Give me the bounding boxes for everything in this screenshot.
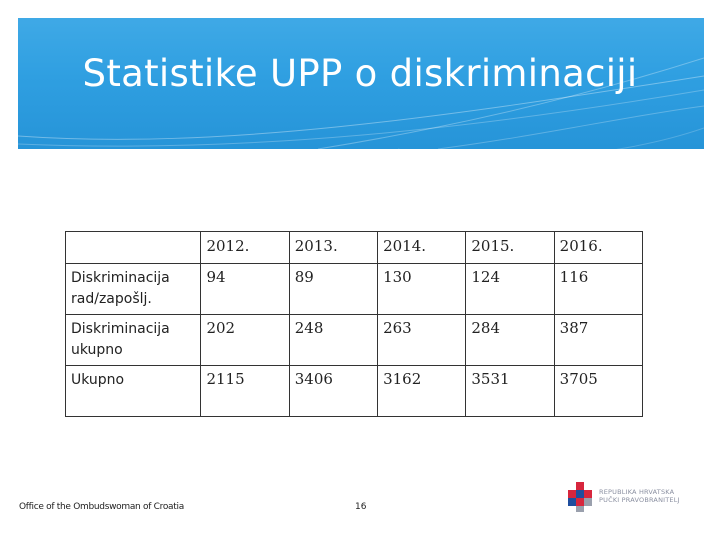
table-cell: 3406 [289,366,377,417]
table-row [66,366,643,417]
row-label: Diskriminacija ukupno [66,315,201,366]
table-cell: 116 [554,264,642,315]
header-cell-year: 2016. [554,232,642,264]
slide-title: Statistike UPP o diskriminaciji [82,52,638,95]
logo-line-1: REPUBLIKA HRVATSKA [599,488,675,496]
table-cell: 94 [201,264,289,315]
croatian-checkerboard-logo-icon [566,482,596,512]
table-cell: 263 [378,315,466,366]
table-cell: 3162 [378,366,466,417]
header-cell-year: 2013. [289,232,377,264]
table-row [66,315,643,366]
table-cell: 202 [201,315,289,366]
statistics-table [65,231,643,417]
table-header-row [66,232,643,264]
row-label: Ukupno [66,366,201,417]
table-cell: 387 [554,315,642,366]
table-cell: 130 [378,264,466,315]
header-cell-year: 2015. [466,232,554,264]
table-cell: 2115 [201,366,289,417]
header-cell-year: 2012. [201,232,289,264]
footer-organization: Office of the Ombudswoman of Croatia [19,502,184,512]
ombudsman-logo [566,482,694,512]
page-number: 16 [355,502,367,512]
table-cell: 284 [466,315,554,366]
table-cell: 124 [466,264,554,315]
table-cell: 89 [289,264,377,315]
row-label: Diskriminacija rad/zapošlj. [66,264,201,315]
table-row [66,264,643,315]
table-cell: 3531 [466,366,554,417]
table-cell: 3705 [554,366,642,417]
header-cell-empty [66,232,201,264]
header-cell-year: 2014. [378,232,466,264]
table-cell: 248 [289,315,377,366]
logo-text [599,488,680,504]
logo-line-2: PUČKI PRAVOBRANITELJ [599,496,680,504]
